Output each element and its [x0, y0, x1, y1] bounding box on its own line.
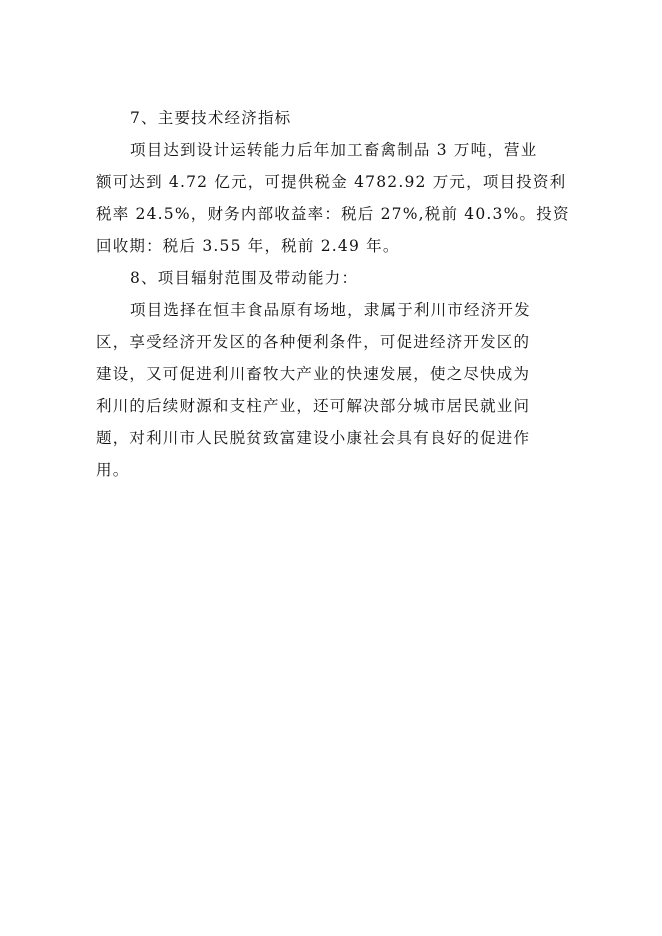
section-8-heading: 8、项目辐射范围及带动能力： [130, 269, 359, 287]
paragraph-line: 项目选择在恒丰食品原有场地，隶属于利川市经济开发 [130, 301, 531, 319]
paragraph-line: 建设，又可促进利川畜牧大产业的快速发展，使之尽快成为 [96, 365, 531, 383]
section-8 [96, 262, 564, 486]
paragraph-line: 用。 [96, 461, 130, 479]
section-8-paragraph [96, 294, 564, 486]
paragraph-line: 额可达到 4.72 亿元，可提供税金 4782.92 万元，项目投资利 [96, 173, 567, 191]
section-7-paragraph [96, 134, 570, 262]
document-body [96, 102, 570, 486]
paragraph-line: 税率 24.5%，财务内部收益率：税后 27%,税前 40.3%。投资 [96, 205, 570, 223]
section-7 [96, 102, 570, 262]
paragraph-line: 区，享受经济开发区的各种便利条件，可促进经济开发区的 [96, 333, 531, 351]
section-7-heading: 7、主要技术经济指标 [130, 109, 292, 127]
paragraph-line: 题，对利川市人民脱贫致富建设小康社会具有良好的促进作 [96, 429, 531, 447]
paragraph-line: 项目达到设计运转能力后年加工畜禽制品 3 万吨，营业 [130, 141, 538, 159]
paragraph-line: 回收期：税后 3.55 年，税前 2.49 年。 [96, 237, 400, 255]
paragraph-line: 利川的后续财源和支柱产业，还可解决部分城市居民就业问 [96, 397, 531, 415]
